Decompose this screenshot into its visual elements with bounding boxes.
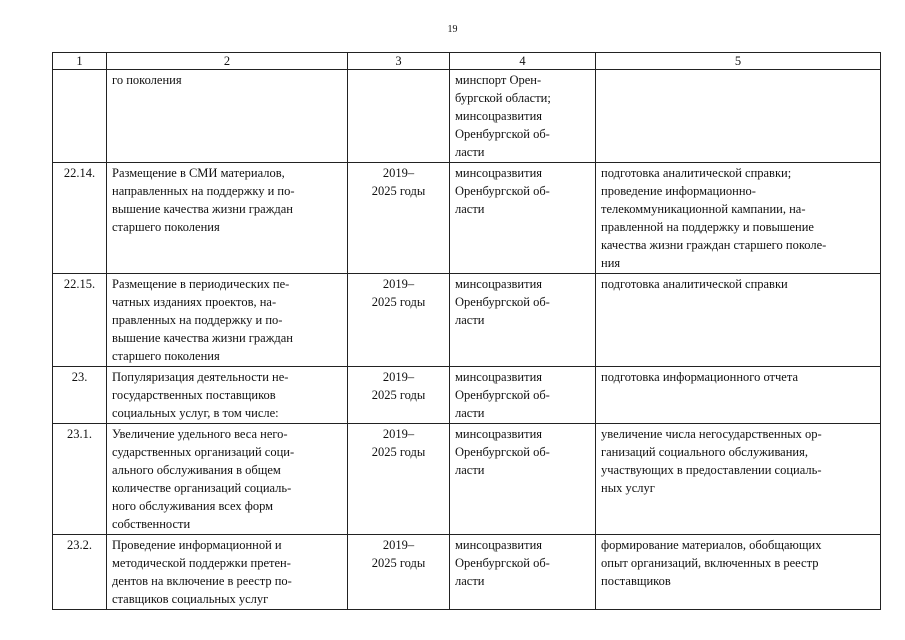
cell-text-line: подготовка аналитической справки xyxy=(601,277,788,291)
cell-text-line: участвующих в предоставлении социаль- xyxy=(601,463,822,477)
result-cell xyxy=(596,274,881,367)
cell-text-line: направленных на поддержку и по- xyxy=(112,184,295,198)
cell-text-line: ного обслуживания всех форм xyxy=(112,499,274,513)
cell-text-line: правленной на поддержку и повышение xyxy=(601,220,814,234)
cell-text-line: поставщиков xyxy=(601,574,671,588)
cell-text-line: Размещение в СМИ материалов, xyxy=(112,166,285,180)
cell-text-line: вышение качества жизни граждан xyxy=(112,331,293,345)
cell-text-line: 2025 годы xyxy=(371,184,426,198)
cell-text-line: 2019– xyxy=(382,427,415,441)
cell-text-line: минсоцразвития xyxy=(455,538,543,552)
cell-text-line: ласти xyxy=(455,463,485,477)
cell-text-line: 2025 годы xyxy=(371,556,426,570)
table-row xyxy=(53,535,881,610)
header-row xyxy=(53,53,881,70)
cell-text-line: ального обслуживания в общем xyxy=(112,463,281,477)
cell-text-line: ласти xyxy=(455,574,485,588)
result-cell xyxy=(596,163,881,274)
header-col-2: 2 xyxy=(107,53,348,70)
event-cell xyxy=(107,424,348,535)
cell-text-line: Увеличение удельного веса него- xyxy=(112,427,288,441)
cell-text-line: Оренбургской об- xyxy=(455,388,550,402)
cell-text-line: 2019– xyxy=(382,166,415,180)
cell-text-line: формирование материалов, обобщающих xyxy=(601,538,822,552)
cell-text-line: 2025 годы xyxy=(371,388,426,402)
cell-text-line: минсоцразвития xyxy=(455,370,543,384)
cell-text-line: 2019– xyxy=(382,370,415,384)
cell-text-line: 22.14. xyxy=(63,166,96,180)
cell-text-line: опыт организаций, включенных в реестр xyxy=(601,556,819,570)
event-cell xyxy=(107,535,348,610)
cell-text-line: государственных поставщиков xyxy=(112,388,276,402)
cell-text-line: минспорт Орен- xyxy=(455,73,542,87)
cell-text-line: 2019– xyxy=(382,277,415,291)
table-row xyxy=(53,70,881,163)
cell-text-line: вышение качества жизни граждан xyxy=(112,202,293,216)
cell-text-line: минсоцразвития xyxy=(455,427,543,441)
row-number-cell xyxy=(53,367,107,424)
cell-text-line: Оренбургской об- xyxy=(455,127,550,141)
cell-text-line: ласти xyxy=(455,202,485,216)
result-cell xyxy=(596,535,881,610)
cell-text-line: подготовка информационного отчета xyxy=(601,370,799,384)
plan-table xyxy=(52,52,881,610)
row-number-cell xyxy=(53,70,107,163)
cell-text-line: 2019– xyxy=(382,538,415,552)
header-col-3: 3 xyxy=(348,53,450,70)
term-cell xyxy=(348,535,450,610)
cell-text-line: ласти xyxy=(455,313,485,327)
term-cell xyxy=(348,70,450,163)
cell-text-line: ласти xyxy=(455,406,485,420)
header-col-4: 4 xyxy=(450,53,596,70)
cell-text-line: Размещение в периодических пе- xyxy=(112,277,290,291)
cell-text-line: ставщиков социальных услуг xyxy=(112,592,269,606)
cell-text-line: увеличение числа негосударственных ор- xyxy=(601,427,822,441)
cell-text-line: социальных услуг, в том числе: xyxy=(112,406,279,420)
result-cell xyxy=(596,367,881,424)
cell-text-line: ласти xyxy=(455,145,485,159)
cell-text-line: старшего поколения xyxy=(112,220,220,234)
cell-text-line: методической поддержки претен- xyxy=(112,556,291,570)
cell-text-line: количестве организаций социаль- xyxy=(112,481,292,495)
result-cell xyxy=(596,424,881,535)
cell-text-line: проведение информационно- xyxy=(601,184,756,198)
cell-text-line: чатных изданиях проектов, на- xyxy=(112,295,277,309)
row-number-cell xyxy=(53,424,107,535)
term-cell xyxy=(348,367,450,424)
cell-text-line: бургской области; xyxy=(455,91,551,105)
cell-text-line: качества жизни граждан старшего поколе- xyxy=(601,238,827,252)
cell-text-line: Оренбургской об- xyxy=(455,445,550,459)
cell-text-line: минсоцразвития xyxy=(455,166,543,180)
header-col-5: 5 xyxy=(596,53,881,70)
event-cell xyxy=(107,367,348,424)
event-cell xyxy=(107,274,348,367)
cell-text-line: сударственных организаций соци- xyxy=(112,445,295,459)
cell-text-line: ных услуг xyxy=(601,481,655,495)
cell-text-line: 2025 годы xyxy=(371,295,426,309)
executor-cell xyxy=(450,424,596,535)
term-cell xyxy=(348,163,450,274)
cell-text-line: 2025 годы xyxy=(371,445,426,459)
executor-cell xyxy=(450,535,596,610)
result-cell xyxy=(596,70,881,163)
cell-text-line: ния xyxy=(601,256,621,270)
cell-text-line: Оренбургской об- xyxy=(455,295,550,309)
cell-text-line: Популяризация деятельности не- xyxy=(112,370,289,384)
table-row xyxy=(53,274,881,367)
cell-text-line: 22.15. xyxy=(63,277,96,291)
cell-text-line: Оренбургской об- xyxy=(455,556,550,570)
event-cell xyxy=(107,163,348,274)
cell-text-line: 23. xyxy=(71,370,88,384)
cell-text-line: 23.2. xyxy=(67,538,92,552)
cell-text-line: старшего поколения xyxy=(112,349,220,363)
row-number-cell xyxy=(53,535,107,610)
cell-text-line: собственности xyxy=(112,517,191,531)
executor-cell xyxy=(450,367,596,424)
cell-text-line: минсоцразвития xyxy=(455,277,543,291)
row-number-cell xyxy=(53,274,107,367)
cell-text-line: го поколения xyxy=(112,73,182,87)
table-row xyxy=(53,163,881,274)
table-body xyxy=(53,70,881,610)
cell-text-line: Проведение информационной и xyxy=(112,538,282,552)
cell-text-line: дентов на включение в реестр по- xyxy=(112,574,292,588)
cell-text-line: правленных на поддержку и по- xyxy=(112,313,283,327)
page-number: 19 xyxy=(447,24,458,35)
cell-text-line: подготовка аналитической справки; xyxy=(601,166,792,180)
table-row xyxy=(53,424,881,535)
header-col-1: 1 xyxy=(53,53,107,70)
term-cell xyxy=(348,274,450,367)
cell-text-line: минсоцразвития xyxy=(455,109,543,123)
executor-cell xyxy=(450,70,596,163)
cell-text-line: Оренбургской об- xyxy=(455,184,550,198)
cell-text-line: телекоммуникационной кампании, на- xyxy=(601,202,806,216)
executor-cell xyxy=(450,163,596,274)
term-cell xyxy=(348,424,450,535)
row-number-cell xyxy=(53,163,107,274)
executor-cell xyxy=(450,274,596,367)
cell-text-line: 23.1. xyxy=(67,427,92,441)
event-cell xyxy=(107,70,348,163)
table-row xyxy=(53,367,881,424)
cell-text-line: ганизаций социального обслуживания, xyxy=(601,445,808,459)
